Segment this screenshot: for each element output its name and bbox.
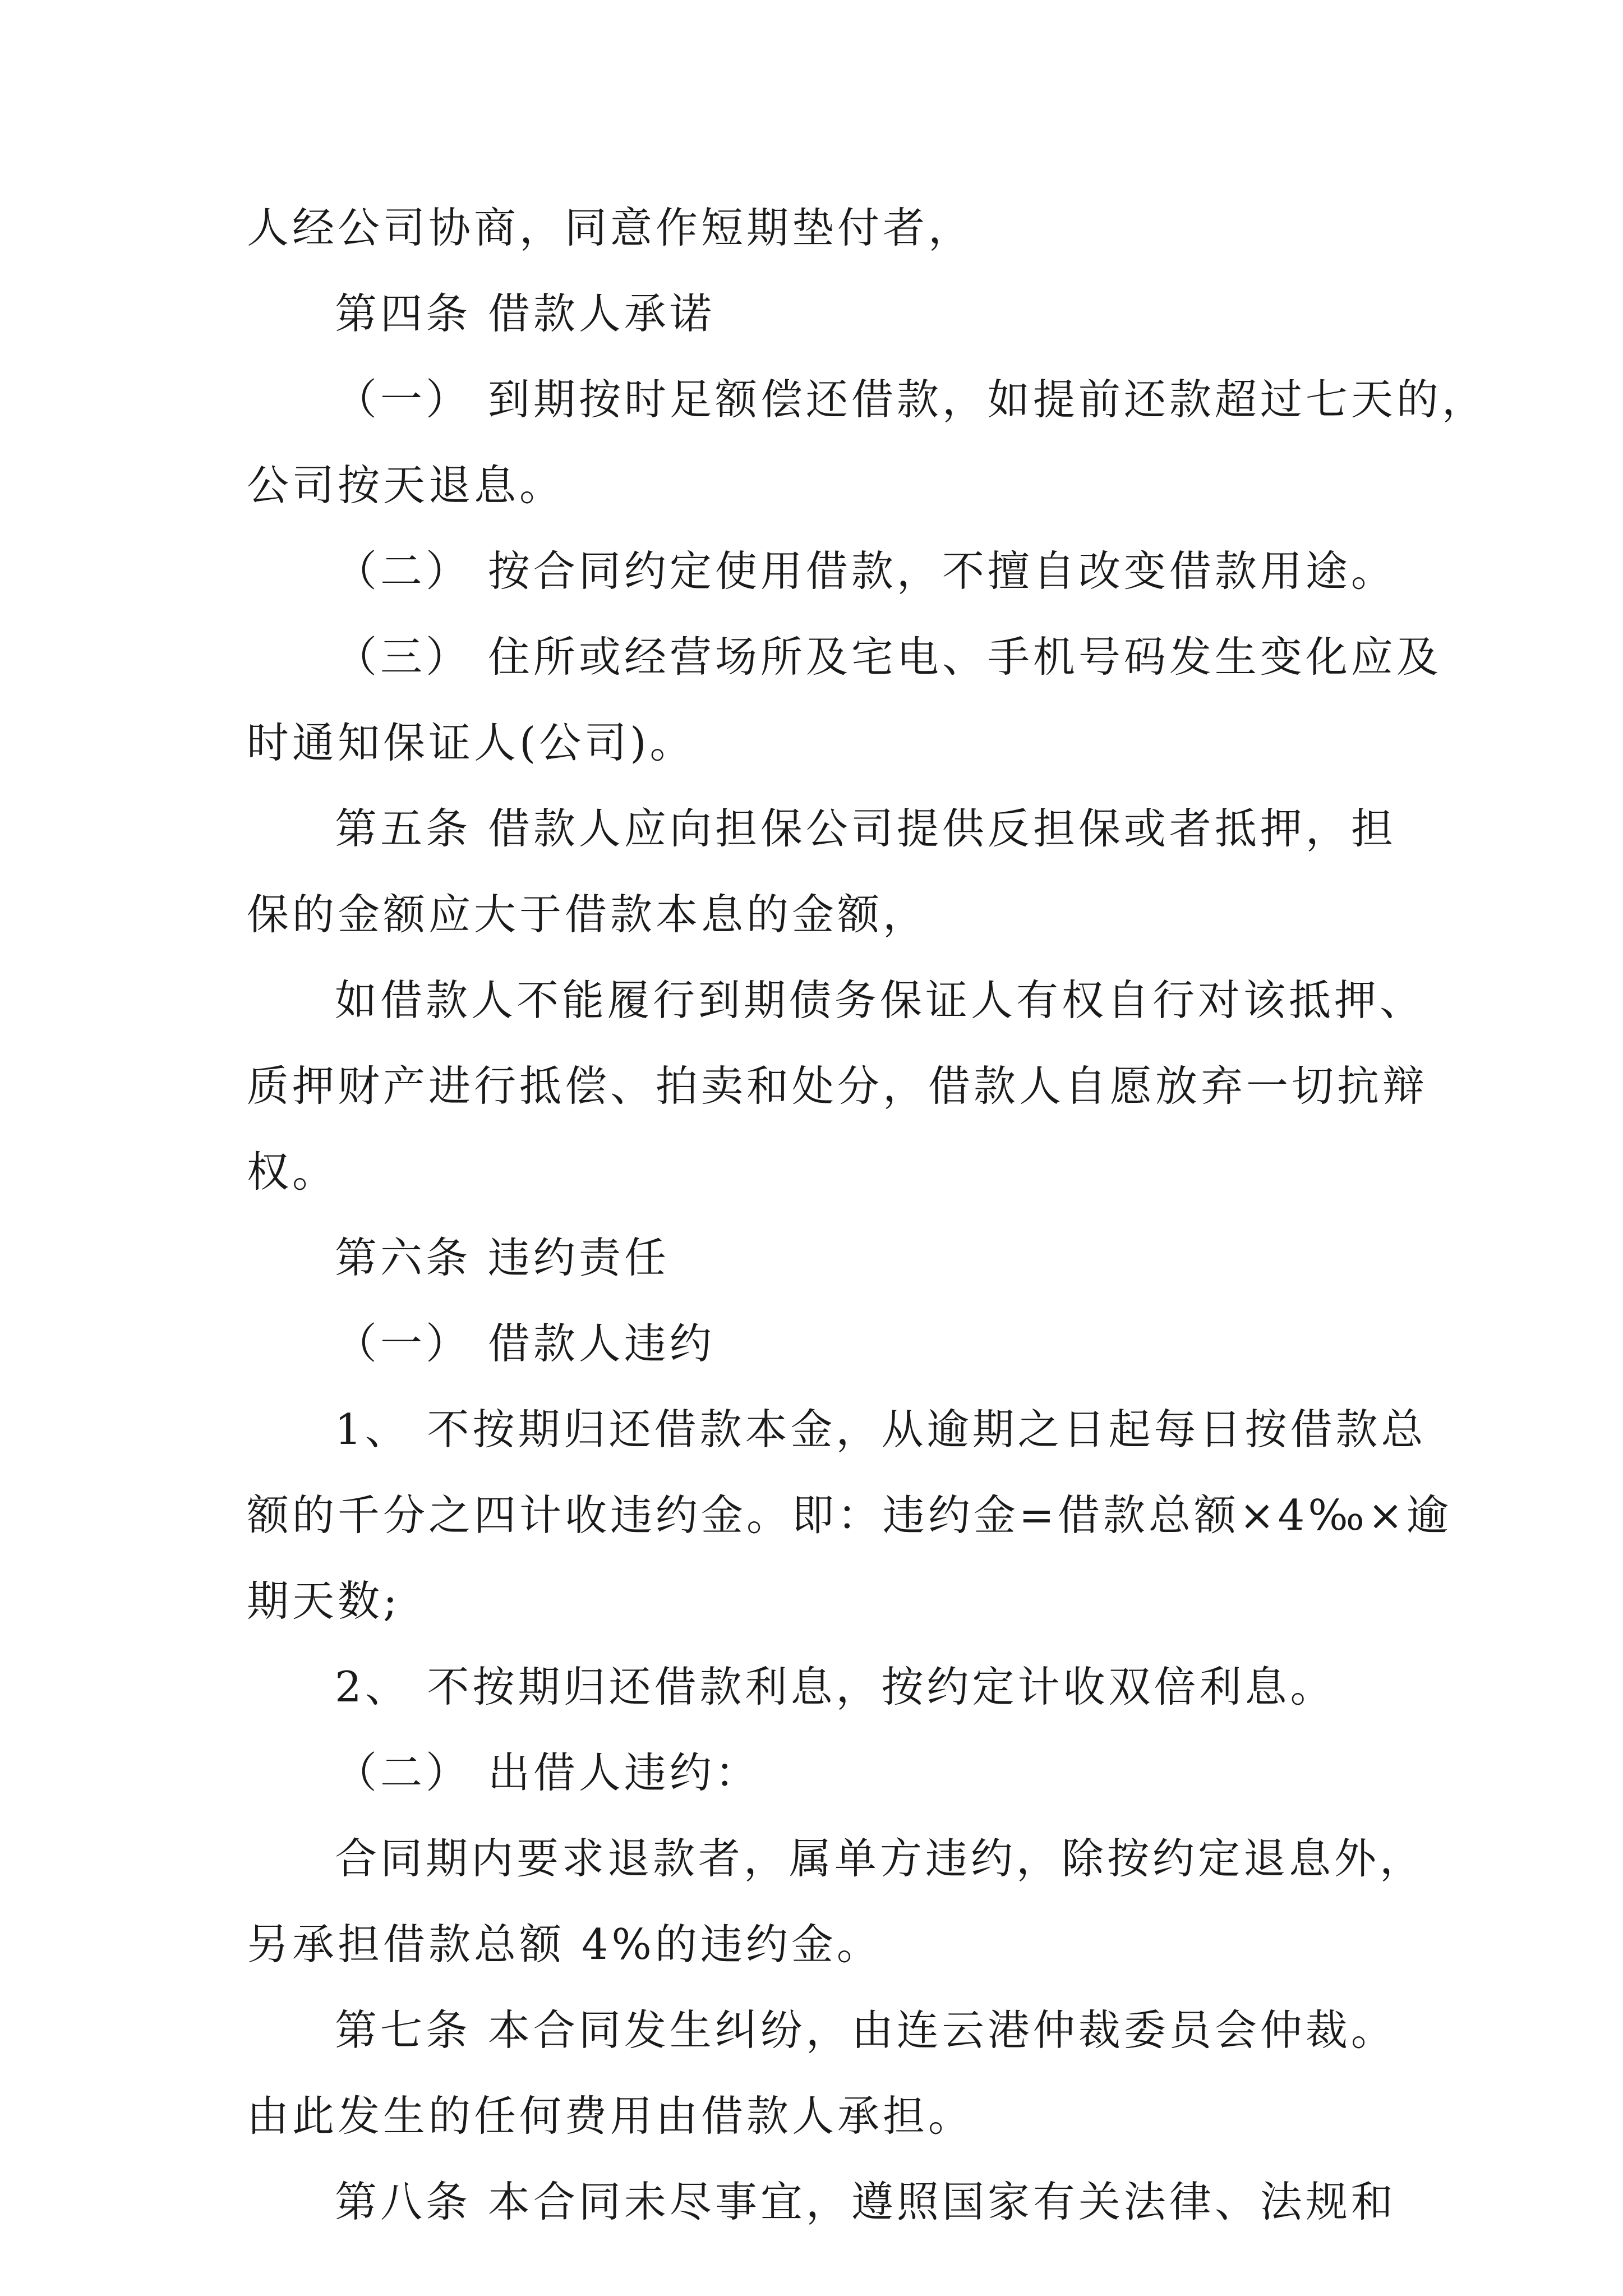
text-line: 权。 bbox=[247, 1147, 338, 1197]
article-heading: 第八条 本合同未尽事宜，遵照国家有关法律、法规和 bbox=[335, 2177, 1396, 2226]
document-body bbox=[247, 185, 1487, 2245]
text-line: 合同期内要求退款者，属单方违约，除按约定退息外， bbox=[335, 1834, 1426, 1883]
text-line: （二） 出借人违约： bbox=[335, 1748, 760, 1797]
article-heading: 第四条 借款人承诺 bbox=[335, 289, 715, 338]
text-line: 如借款人不能履行到期债务保证人有权自行对该抵押、 bbox=[335, 976, 1426, 1025]
text-line: 时通知保证人(公司)。 bbox=[247, 718, 695, 767]
text-line: 期天数; bbox=[247, 1576, 401, 1626]
article-heading: 第六条 违约责任 bbox=[335, 1233, 670, 1282]
text-line: 质押财产进行抵偿、拍卖和处分，借款人自愿放弃一切抗辩 bbox=[247, 1061, 1428, 1111]
text-line: 公司按天退息。 bbox=[247, 461, 565, 510]
text-line: 2、 不按期归还借款利息，按约定计收双倍利息。 bbox=[335, 1662, 1336, 1711]
text-line: （二） 按合同约定使用借款，不擅自改变借款用途。 bbox=[335, 546, 1396, 596]
text-line: （一） 借款人违约 bbox=[335, 1319, 715, 1368]
article-heading: 第七条 本合同发生纠纷，由连云港仲裁委员会仲裁。 bbox=[335, 2005, 1396, 2055]
text-line: 另承担借款总额 4%的违约金。 bbox=[247, 1920, 882, 1969]
text-line: （三） 住所或经营场所及宅电、手机号码发生变化应及 bbox=[335, 632, 1442, 682]
text-line: 人经公司协商，同意作短期垫付者， bbox=[247, 203, 974, 252]
text-line: 保的金额应大于借款本息的金额， bbox=[247, 890, 929, 939]
text-line: （一） 到期按时足额偿还借款，如提前还款超过七天的， bbox=[335, 375, 1487, 424]
text-line: 由此发生的任何费用由借款人承担。 bbox=[247, 2091, 974, 2141]
text-line: 1、 不按期归还借款本金，从逾期之日起每日按借款总 bbox=[335, 1405, 1427, 1454]
text-line: 额的千分之四计收违约金。即：违约金=借款总额×4‰×逾 bbox=[247, 1490, 1452, 1540]
article-heading: 第五条 借款人应向担保公司提供反担保或者抵押，担 bbox=[335, 804, 1396, 853]
